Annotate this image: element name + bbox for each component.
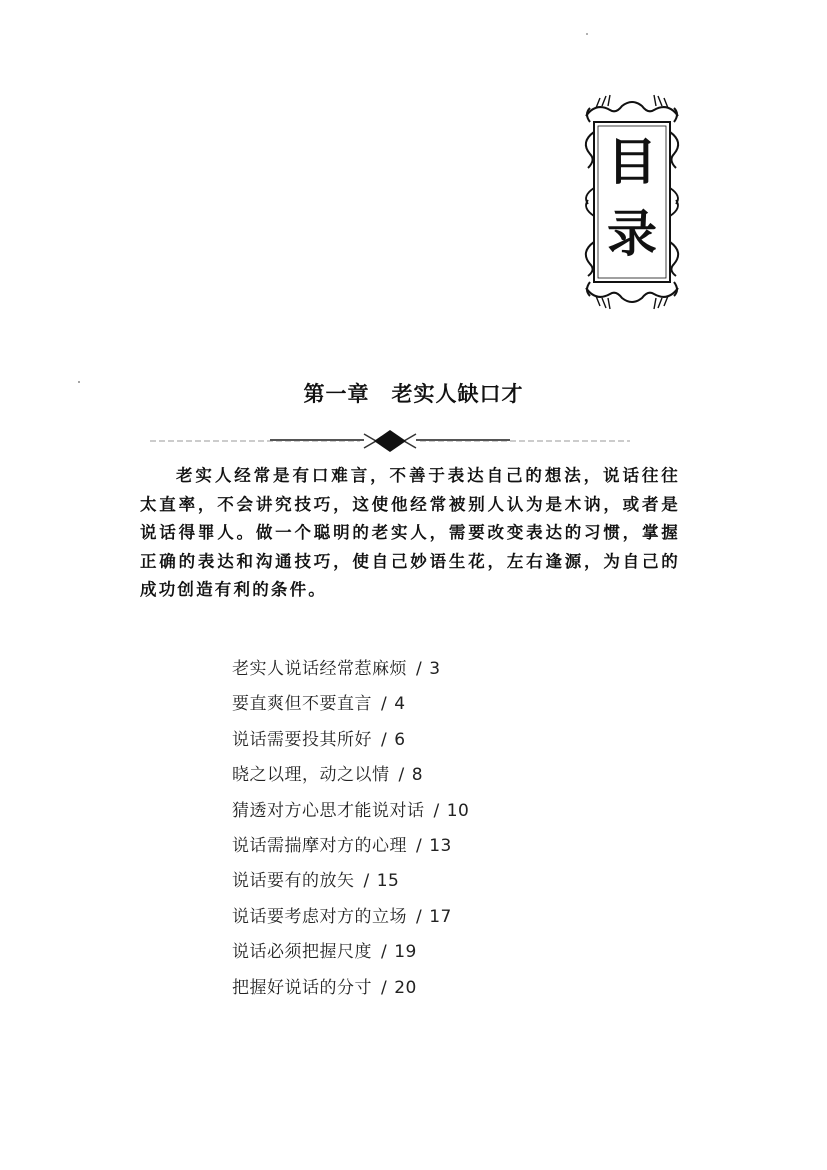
contents-title-ornament — [576, 92, 688, 310]
toc-entry-page: 17 — [429, 906, 452, 927]
toc-entry[interactable] — [232, 867, 469, 902]
toc-entry-title: 老实人说话经常惹麻烦 — [232, 659, 407, 679]
chapter-label: 第一章 — [303, 382, 370, 406]
toc-separator: / — [381, 729, 388, 750]
chapter-heading — [0, 378, 827, 408]
toc-entry-page: 13 — [429, 835, 452, 856]
contents-title-char-2: 录 — [607, 205, 657, 263]
toc-entry[interactable] — [232, 797, 469, 832]
toc-entry-title: 说话必须把握尺度 — [232, 942, 372, 963]
toc-entry-page: 3 — [429, 659, 441, 679]
toc-separator: / — [416, 659, 423, 679]
toc-entry-title: 把握好说话的分寸 — [232, 977, 372, 998]
toc-entry-page: 10 — [446, 800, 470, 821]
toc-separator: / — [416, 835, 423, 856]
toc-entry-title: 说话需揣摩对方的心理 — [232, 835, 407, 856]
toc-entry[interactable] — [232, 726, 469, 761]
toc-separator: / — [433, 800, 440, 821]
toc-entry-page: 6 — [394, 729, 406, 750]
toc-entry-page: 20 — [394, 977, 417, 998]
toc-entry-page: 8 — [411, 765, 424, 786]
toc-entry-title: 晓之以理，动之以情 — [232, 765, 390, 786]
ornament-frame-icon — [576, 92, 688, 310]
toc-separator: / — [381, 694, 388, 715]
toc-entry-title: 说话需要投其所好 — [232, 729, 372, 750]
toc-entry[interactable] — [232, 832, 469, 867]
toc-entry[interactable] — [232, 938, 469, 973]
toc-list — [232, 655, 469, 1009]
toc-separator: / — [363, 871, 370, 892]
chapter-intro-paragraph: 老实人经常是有口难言，不善于表达自己的想法，说话往往太直率，不会讲究技巧，这使他经常被别人认为是木讷，或者是说话得罪人。做一个聪明的老实人，需要改变表达的习惯，掌握正确的表达和沟通技巧，使自己妙语生花，左右逢源，为自己的成功创造有利的条件。 — [140, 466, 680, 599]
toc-entry-title: 要直爽但不要直言 — [232, 694, 372, 715]
toc-entry-title: 说话要有的放矢 — [232, 871, 355, 892]
toc-entry[interactable] — [232, 974, 469, 1009]
toc-separator: / — [398, 765, 405, 786]
toc-separator: / — [416, 906, 423, 927]
toc-entry[interactable] — [232, 903, 469, 938]
toc-entry[interactable] — [232, 690, 469, 725]
toc-entry-page: 4 — [394, 694, 406, 715]
toc-entry[interactable] — [232, 655, 469, 690]
contents-title-char-1: 目 — [607, 133, 657, 191]
toc-entry-title: 猜透对方心思才能说对话 — [232, 800, 425, 821]
toc-entry[interactable] — [232, 761, 469, 796]
diamond-divider-icon — [150, 428, 630, 454]
toc-separator: / — [381, 942, 388, 963]
toc-separator: / — [381, 977, 388, 998]
toc-entry-page: 15 — [376, 871, 400, 892]
chapter-title: 老实人缺口才 — [391, 382, 524, 406]
toc-entry-title: 说话要考虑对方的立场 — [232, 906, 407, 927]
toc-entry-page: 19 — [394, 942, 417, 963]
